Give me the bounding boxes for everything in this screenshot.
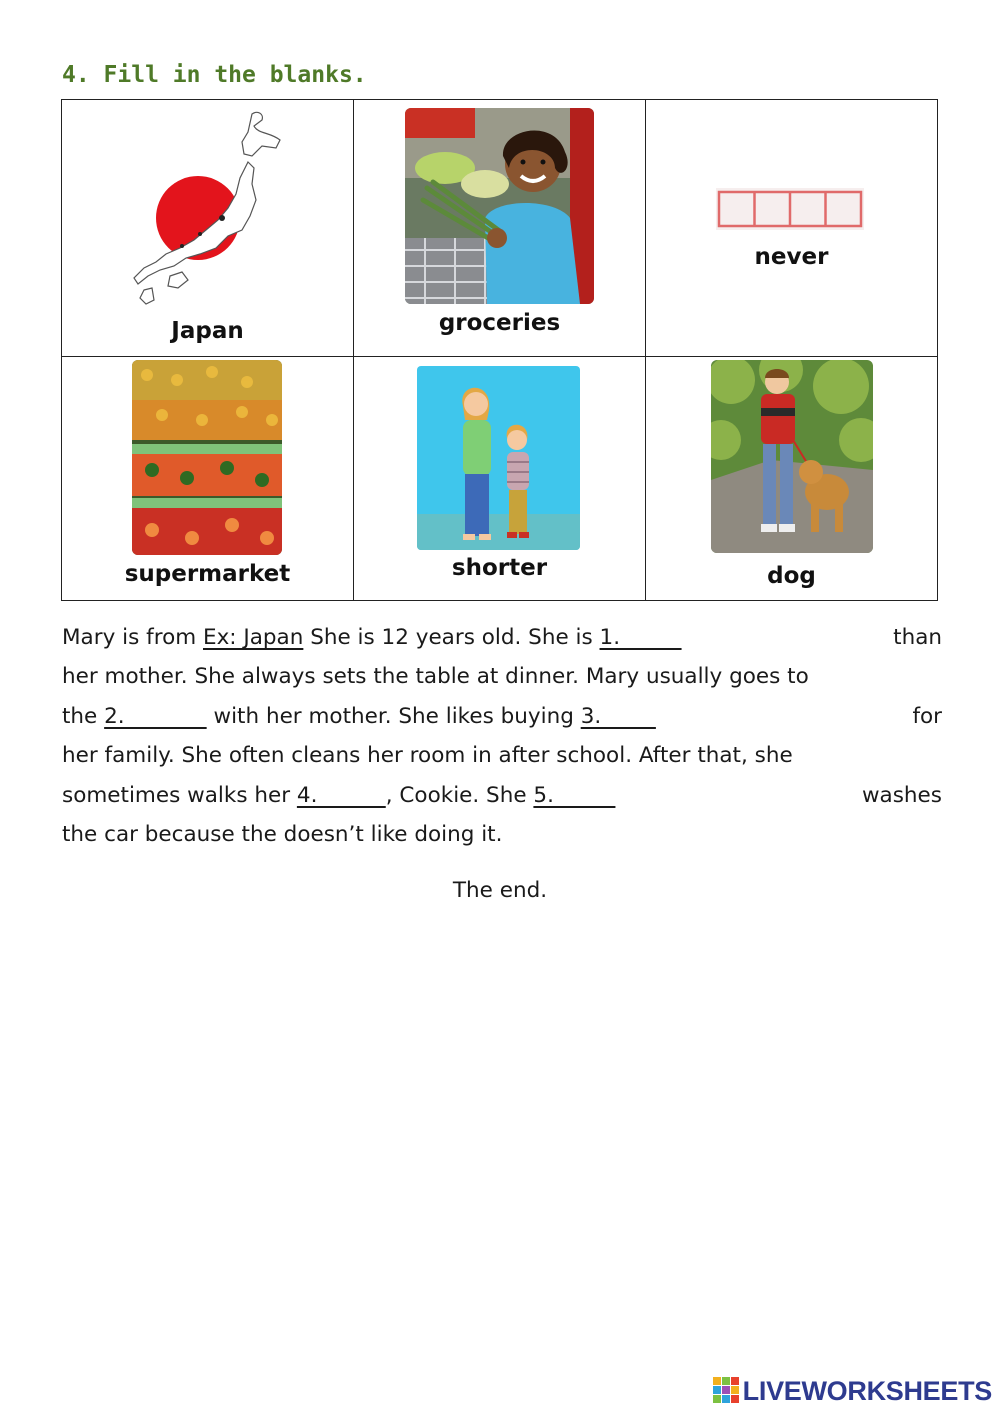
text-segment: sometimes walks her 4. , Cookie. She 5. — [62, 782, 616, 808]
text-segment: Mary is from Ex: Japan She is 12 years old. She is 1. — [62, 625, 682, 650]
text-segment: than — [893, 625, 942, 650]
passage-line-3 — [62, 697, 942, 736]
mother-and-daughter-image — [417, 366, 580, 550]
fill-in-passage — [62, 618, 942, 854]
end-text: The end. — [452, 878, 548, 903]
card-label: supermarket — [124, 561, 291, 587]
blank-4[interactable]: 4. — [296, 782, 386, 808]
card-groceries — [354, 100, 646, 357]
exercise-heading: 4. Fill in the blanks. — [62, 62, 367, 88]
text-segment: the 2. with her mother. She likes buying 3. — [62, 703, 656, 729]
blank-3[interactable]: 3. — [580, 703, 656, 729]
empty-frequency-boxes-image — [716, 188, 864, 230]
text-segment: the car because the doesn’t like doing it. — [62, 822, 503, 848]
card-never — [646, 100, 937, 357]
card-label: never — [754, 244, 829, 270]
text-segment: washes — [861, 782, 942, 808]
passage-line-6 — [62, 815, 942, 854]
card-shorter — [354, 357, 646, 600]
japan-map-image — [130, 108, 288, 308]
card-label: shorter — [451, 555, 548, 581]
card-label: groceries — [438, 310, 561, 336]
vocabulary-grid — [61, 99, 938, 601]
supermarket-produce-image — [132, 360, 282, 555]
passage-line-1 — [62, 618, 942, 657]
text-segment: her mother. She always sets the table at dinner. Mary usually goes to — [62, 664, 809, 690]
passage-line-5 — [62, 776, 942, 815]
card-label: dog — [767, 563, 816, 589]
blank-2[interactable]: 2. — [104, 703, 207, 729]
passage-line-2 — [62, 657, 942, 696]
example-answer: Ex: Japan — [203, 625, 304, 650]
card-supermarket — [62, 357, 354, 600]
card-label: Japan — [171, 318, 244, 344]
boy-walking-dog-image — [711, 360, 873, 553]
blank-1[interactable]: 1. — [599, 625, 682, 650]
liveworksheets-logo-text: LIVEWORKSHEETS — [742, 1376, 992, 1406]
card-dog — [646, 357, 937, 600]
text-segment: for — [912, 703, 942, 729]
card-japan — [62, 100, 354, 357]
passage-line-4 — [62, 736, 942, 775]
girl-shopping-image — [405, 108, 594, 304]
liveworksheets-logo-icon — [713, 1377, 739, 1407]
text-segment: her family. She often cleans her room in after school. After that, she — [62, 743, 793, 769]
liveworksheets-logo[interactable] — [713, 1376, 992, 1407]
blank-5[interactable]: 5. — [533, 782, 616, 808]
